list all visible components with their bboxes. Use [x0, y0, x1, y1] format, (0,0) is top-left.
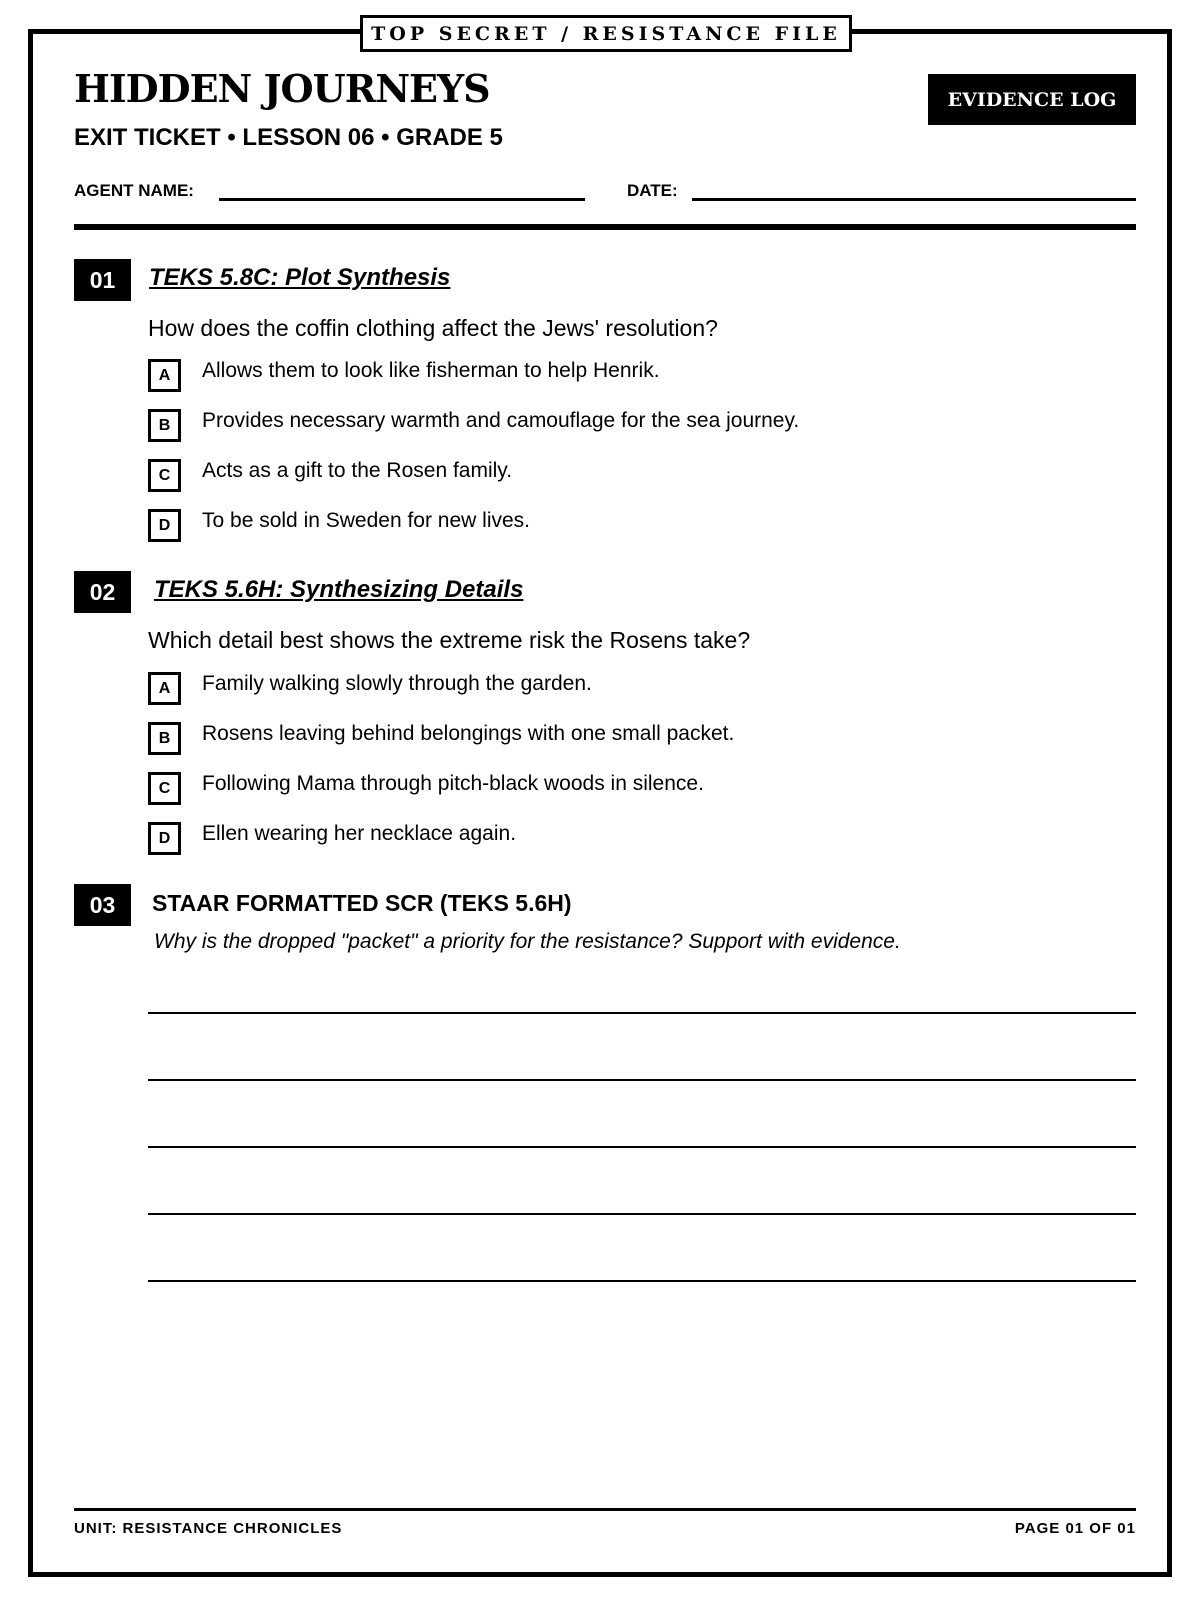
question-heading: TEKS 5.6H: Synthesizing Details — [154, 576, 524, 603]
question-number: 02 — [74, 571, 131, 613]
option-checkbox[interactable]: B — [148, 409, 181, 442]
answer-option[interactable] — [148, 409, 1128, 443]
option-text: Family walking slowly through the garden. — [202, 672, 592, 695]
worksheet-subtitle: EXIT TICKET • LESSON 06 • GRADE 5 — [74, 124, 503, 151]
option-text: To be sold in Sweden for new lives. — [202, 509, 531, 532]
unit-label: UNIT: RESISTANCE CHRONICLES — [74, 1520, 343, 1537]
option-text: Rosens leaving behind belongings with one small packet. — [202, 722, 735, 745]
option-checkbox[interactable]: C — [148, 459, 181, 492]
answer-writing-line[interactable] — [148, 1213, 1136, 1215]
agent-name-field[interactable] — [219, 198, 585, 201]
option-text: Provides necessary warmth and camouflage for the sea journey. — [202, 409, 800, 432]
answer-writing-line[interactable] — [148, 1146, 1136, 1148]
question-heading: TEKS 5.8C: Plot Synthesis — [149, 264, 451, 291]
answer-option[interactable] — [148, 459, 1128, 493]
question-prompt: Which detail best shows the extreme risk the Rosens take? — [148, 627, 751, 653]
answer-option[interactable] — [148, 772, 1128, 806]
header-divider — [74, 224, 1136, 230]
option-text: Following Mama through pitch-black woods in silence. — [202, 772, 704, 795]
date-field[interactable] — [692, 198, 1136, 201]
answer-option[interactable] — [148, 672, 1128, 706]
question-number: 01 — [74, 259, 131, 301]
classification-banner: TOP SECRET / RESISTANCE FILE — [360, 15, 852, 52]
question-heading: STAAR FORMATTED SCR (TEKS 5.6H) — [152, 890, 572, 916]
option-checkbox[interactable]: D — [148, 509, 181, 542]
option-checkbox[interactable]: B — [148, 722, 181, 755]
answer-option[interactable] — [148, 359, 1128, 393]
option-checkbox[interactable]: C — [148, 772, 181, 805]
option-text: Acts as a gift to the Rosen family. — [202, 459, 513, 482]
question-number: 03 — [74, 884, 131, 926]
answer-option[interactable] — [148, 722, 1128, 756]
answer-writing-line[interactable] — [148, 1280, 1136, 1282]
option-checkbox[interactable]: A — [148, 672, 181, 705]
answer-writing-line[interactable] — [148, 1012, 1136, 1014]
option-checkbox[interactable]: A — [148, 359, 181, 392]
date-label: DATE: — [627, 181, 678, 200]
option-checkbox[interactable]: D — [148, 822, 181, 855]
answer-writing-line[interactable] — [148, 1079, 1136, 1081]
option-text: Ellen wearing her necklace again. — [202, 822, 517, 845]
page-number: PAGE 01 OF 01 — [1014, 1520, 1136, 1537]
evidence-log-badge: EVIDENCE LOG — [928, 74, 1136, 125]
footer-divider — [74, 1508, 1136, 1511]
worksheet-title: HIDDEN JOURNEYS — [74, 66, 490, 111]
option-text: Allows them to look like fisherman to help Henrik. — [202, 359, 660, 382]
question-prompt: Why is the dropped "packet" a priority for the resistance? Support with evidence. — [154, 930, 901, 953]
agent-name-label: AGENT NAME: — [74, 181, 194, 200]
answer-option[interactable] — [148, 822, 1128, 856]
answer-option[interactable] — [148, 509, 1128, 543]
question-prompt: How does the coffin clothing affect the Jews' resolution? — [148, 315, 718, 341]
